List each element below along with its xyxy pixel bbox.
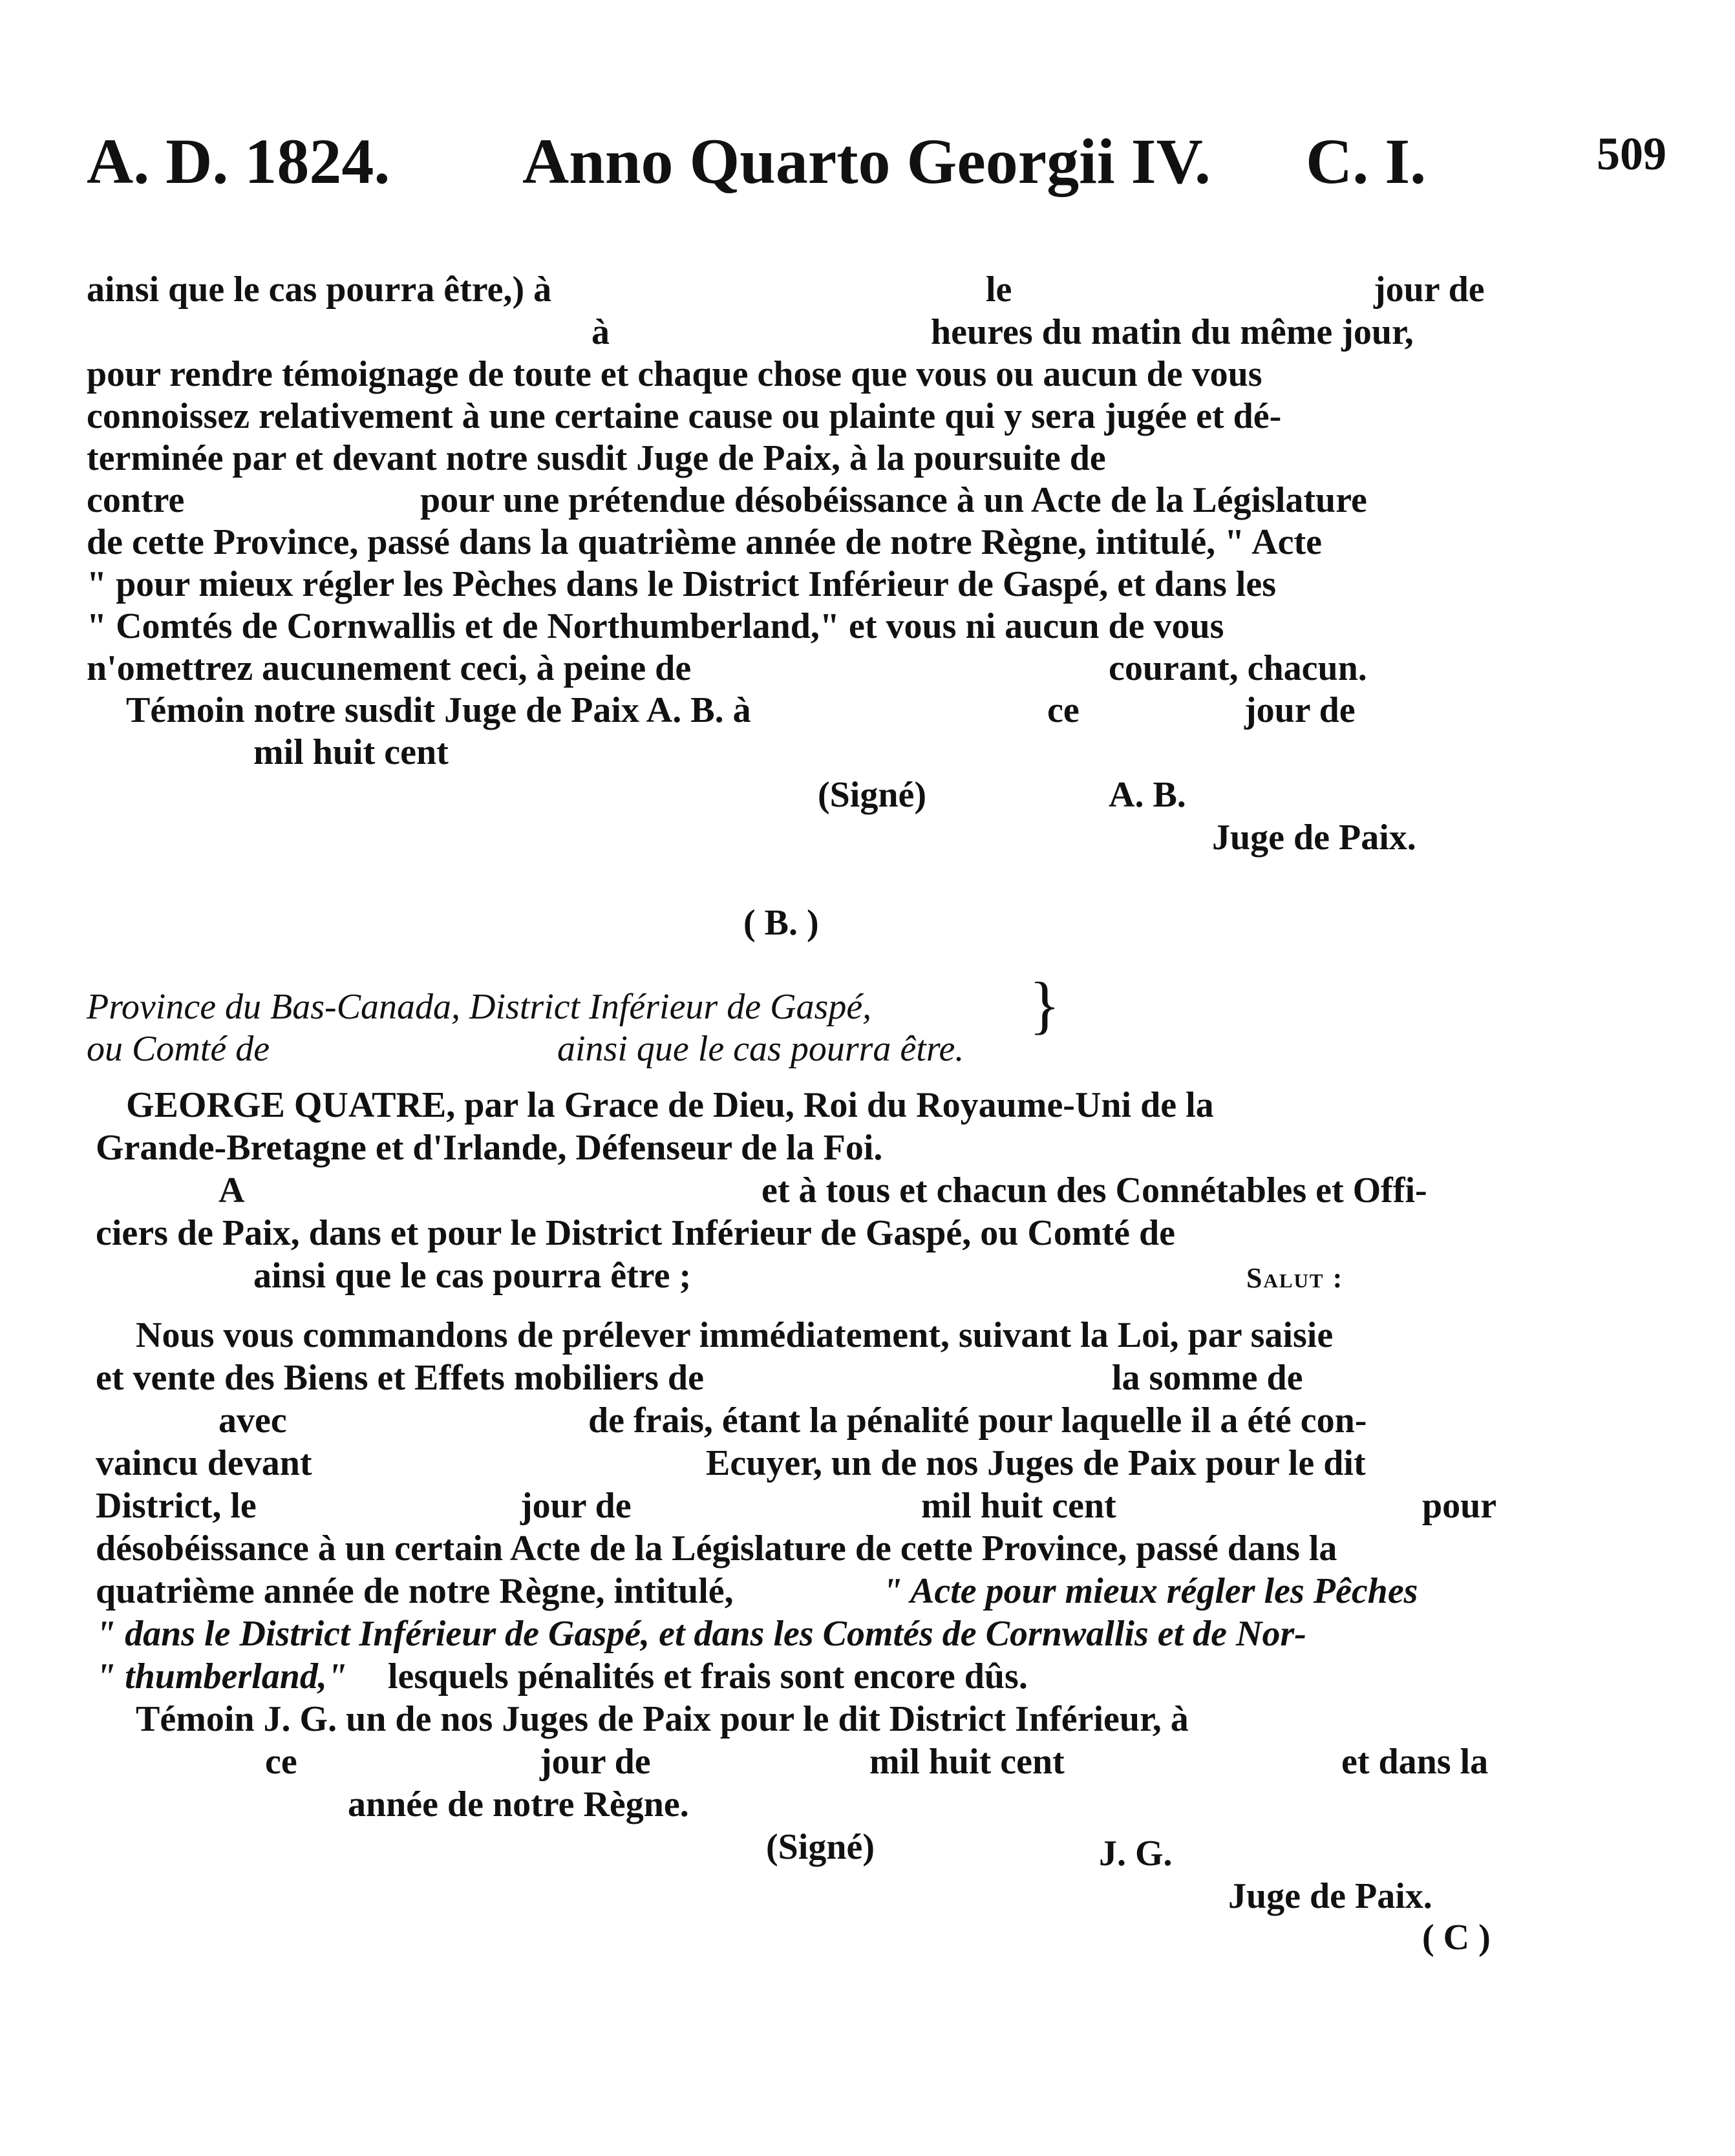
text-line: désobéissance à un certain Acte de la Législature de cette Province, passé dans la bbox=[96, 1528, 1337, 1569]
page-number: 509 bbox=[1597, 128, 1666, 180]
text-line: Grande-Bretagne et d'Irlande, Défenseur de la Foi. bbox=[96, 1128, 883, 1168]
text-line: ciers de Paix, dans et pour le District Inférieur de Gaspé, ou Comté de bbox=[96, 1213, 1175, 1253]
caption-line: ainsi que le cas pourra être. bbox=[557, 1029, 964, 1069]
text-line: mil huit cent bbox=[921, 1486, 1116, 1526]
signed-label: (Signé) bbox=[766, 1827, 875, 1867]
next-section-heading: ( C ) bbox=[1422, 1918, 1491, 1958]
text-line: avec bbox=[218, 1400, 287, 1441]
text-line: courant, chacun. bbox=[1109, 648, 1367, 688]
text-line: GEORGE QUATRE, par la Grace de Dieu, Roi du Royaume-Uni de la bbox=[126, 1085, 1214, 1125]
header-year: A. D. 1824. bbox=[87, 125, 390, 197]
section-heading: ( B. ) bbox=[743, 903, 819, 943]
text-line: jour de bbox=[540, 1742, 651, 1782]
text-line: ainsi que le cas pourra être ; bbox=[253, 1256, 692, 1296]
salut-label: Salut : bbox=[1246, 1262, 1344, 1294]
text-line: n'omettrez aucunement ceci, à peine de bbox=[87, 648, 692, 688]
text-line: jour de bbox=[1374, 270, 1485, 310]
text-line: de cette Province, passé dans la quatrième année de notre Règne, intitulé, " Acte bbox=[87, 522, 1322, 562]
text-line: contre bbox=[87, 480, 185, 520]
text-line: jour de bbox=[1244, 690, 1356, 730]
signed-label: (Signé) bbox=[818, 775, 926, 815]
text-line: mil huit cent bbox=[253, 732, 449, 772]
text-line: Ecuyer, un de nos Juges de Paix pour le dit bbox=[706, 1443, 1366, 1483]
text-line: Nous vous commandons de prélever immédiatement, suivant la Loi, par saisie bbox=[136, 1315, 1334, 1355]
text-line: pour rendre témoignage de toute et chaque chose que vous ou aucun de vous bbox=[87, 354, 1262, 394]
text-line: lesquels pénalités et frais sont encore dûs. bbox=[388, 1656, 1028, 1696]
text-line: connoissez relativement à une certaine cause ou plainte qui y sera jugée et dé- bbox=[87, 396, 1282, 436]
text-line: le bbox=[986, 270, 1012, 310]
text-line: " thumberland," bbox=[96, 1656, 347, 1696]
text-line: vaincu devant bbox=[96, 1443, 312, 1483]
text-line: Témoin notre susdit Juge de Paix A. B. à bbox=[126, 690, 751, 730]
text-line: année de notre Règne. bbox=[348, 1784, 689, 1824]
text-line: pour une prétendue désobéissance à un Acte de la Législature bbox=[420, 480, 1367, 520]
signer-title: Juge de Paix. bbox=[1228, 1876, 1432, 1916]
text-line: terminée par et devant notre susdit Juge de Paix, à la poursuite de bbox=[87, 438, 1106, 478]
text-line: de frais, étant la pénalité pour laquelle il a été con- bbox=[588, 1400, 1367, 1441]
brace-icon: } bbox=[1029, 969, 1060, 1041]
text-line: à bbox=[591, 312, 610, 352]
text-line: ainsi que le cas pourra être,) à bbox=[87, 270, 552, 310]
text-line: la somme de bbox=[1112, 1358, 1303, 1398]
text-line: jour de bbox=[520, 1486, 632, 1526]
caption-line: Province du Bas-Canada, District Inférieur de Gaspé, bbox=[87, 987, 872, 1027]
text-line: Témoin J. G. un de nos Juges de Paix pour le dit District Inférieur, à bbox=[136, 1699, 1189, 1739]
act-title: " Acte pour mieux régler les Pêches bbox=[882, 1571, 1418, 1611]
text-line: mil huit cent bbox=[869, 1742, 1065, 1782]
header-title: Anno Quarto Georgii IV. bbox=[522, 125, 1211, 197]
text-line: " Comtés de Cornwallis et de Northumberland," et vous ni aucun de vous bbox=[87, 606, 1224, 646]
text-line: pour bbox=[1422, 1486, 1497, 1526]
text-line: ce bbox=[265, 1742, 297, 1782]
signer-name: A. B. bbox=[1109, 775, 1186, 815]
signer-title: Juge de Paix. bbox=[1212, 818, 1416, 858]
text-line: heures du matin du même jour, bbox=[931, 312, 1414, 352]
header-chapter: C. I. bbox=[1306, 125, 1427, 197]
text-line: District, le bbox=[96, 1486, 257, 1526]
text-line: et à tous et chacun des Connétables et Offi- bbox=[761, 1170, 1427, 1210]
text-line: ce bbox=[1047, 690, 1080, 730]
text-line: A bbox=[218, 1170, 245, 1210]
signer-name: J. G. bbox=[1099, 1834, 1173, 1874]
text-line: quatrième année de notre Règne, intitulé, bbox=[96, 1571, 734, 1611]
text-line: " pour mieux régler les Pèches dans le District Inférieur de Gaspé, et dans les bbox=[87, 564, 1277, 604]
caption-line: ou Comté de bbox=[87, 1029, 270, 1069]
text-line: et dans la bbox=[1341, 1742, 1489, 1782]
text-line: " dans le District Inférieur de Gaspé, et dans les Comtés de Cornwallis et de Nor- bbox=[96, 1614, 1306, 1654]
text-line: et vente des Biens et Effets mobiliers de bbox=[96, 1358, 704, 1398]
